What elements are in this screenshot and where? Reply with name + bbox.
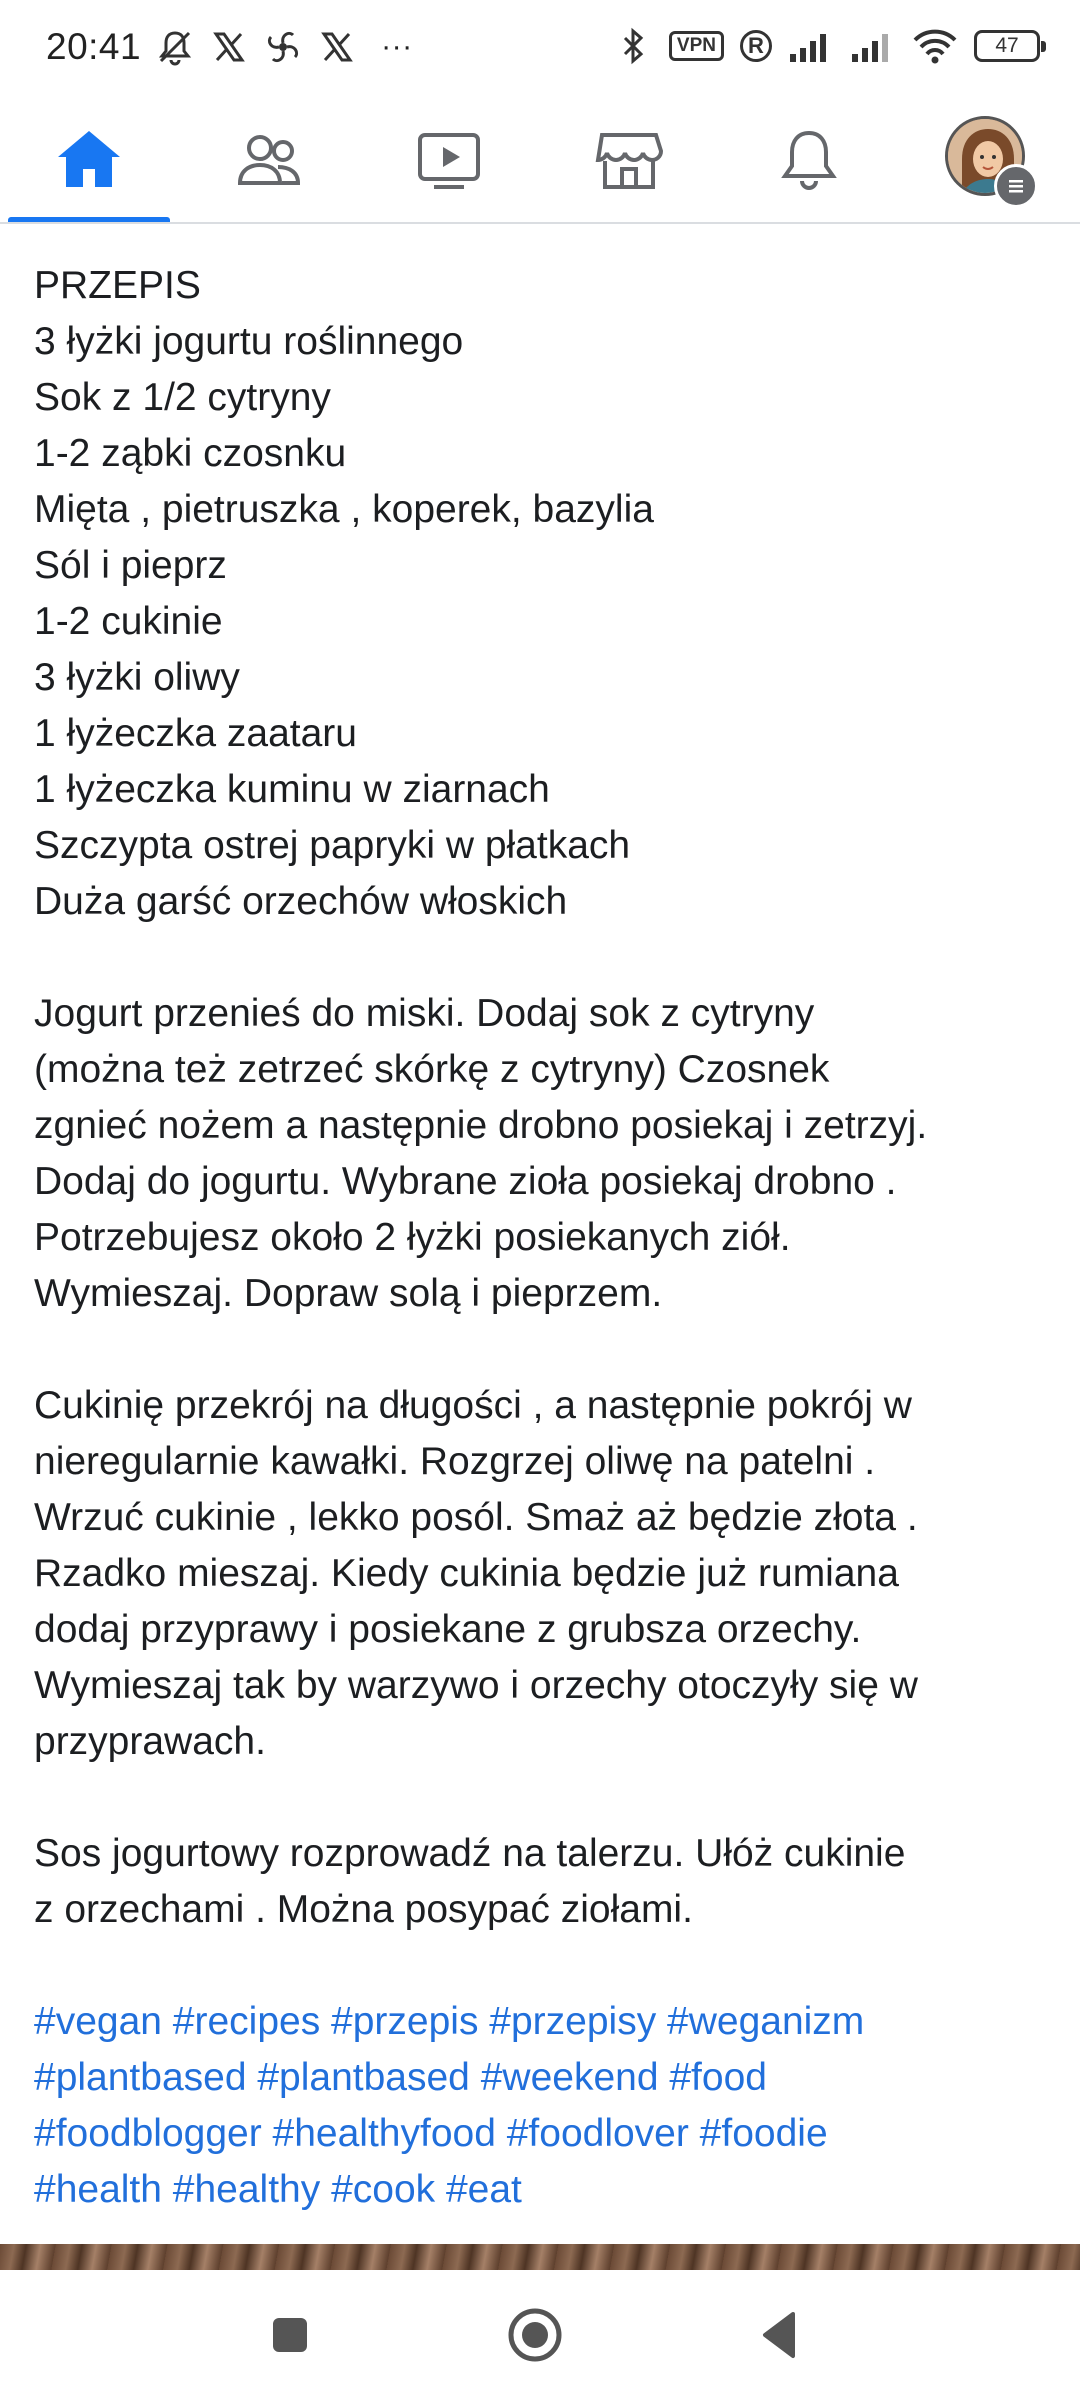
more-dots-icon: ··· (381, 30, 413, 63)
ingredient-line: Duża garść orzechów włoskich (34, 880, 568, 923)
text-line: Wymieszaj. Dopraw solą i pieprzem. (34, 1272, 663, 1315)
ingredient-line: 1 łyżeczka kuminu w ziarnach (34, 768, 550, 811)
mute-bell-icon (155, 27, 195, 67)
tab-marketplace[interactable] (546, 100, 711, 220)
text-line: Potrzebujesz około 2 łyżki posiekanych ziół. (34, 1216, 791, 1259)
hashtag-line[interactable]: #vegan #recipes #przepis #przepisy #weganizm (34, 2000, 865, 2043)
wifi-icon (912, 26, 958, 66)
x-app-icon (317, 27, 357, 67)
recents-square-icon (255, 2300, 325, 2370)
tab-notifications[interactable] (726, 100, 891, 220)
video-icon (412, 123, 486, 197)
active-tab-indicator (8, 217, 170, 222)
ingredient-line: 1-2 cukinie (34, 600, 223, 643)
back-triangle-icon (745, 2300, 815, 2370)
status-time: 20:41 (46, 26, 142, 67)
battery-icon: 47 (974, 30, 1040, 62)
hashtag-line[interactable]: #foodblogger #healthyfood #foodlover #foodie (34, 2112, 828, 2155)
status-bar (0, 0, 1080, 100)
fan-icon (263, 27, 303, 67)
marketplace-icon (592, 123, 666, 197)
bell-icon (772, 123, 846, 197)
home-circle-icon (500, 2300, 570, 2370)
text-line: nieregularnie kawałki. Rozgrzej oliwę na patelni . (34, 1440, 876, 1483)
friends-icon (232, 123, 306, 197)
hashtag-line[interactable]: #health #healthy #cook #eat (34, 2168, 522, 2211)
instruction-paragraph (34, 986, 1054, 1322)
r-icon: R (740, 30, 772, 62)
ingredient-line: Mięta , pietruszka , koperek, bazylia (34, 488, 654, 531)
signal-icon (788, 26, 834, 66)
instruction-paragraph (34, 1378, 1054, 1770)
text-line: zgnieć nożem a następnie drobno posiekaj i zetrzyj. (34, 1104, 928, 1147)
post-image-preview[interactable] (0, 2244, 1080, 2270)
text-line: Dodaj do jogurtu. Wybrane zioła posiekaj drobno . (34, 1160, 897, 1203)
ingredient-line: 1 łyżeczka zaataru (34, 712, 357, 755)
signal-icon (850, 26, 896, 66)
instruction-paragraph (34, 1826, 1054, 1938)
post-body (34, 258, 1054, 2218)
vpn-icon: VPN (669, 31, 724, 61)
system-navigation-bar (0, 2270, 1080, 2400)
menu-icon[interactable] (994, 164, 1038, 208)
text-line: z orzechami . Można posypać ziołami. (34, 1888, 693, 1931)
text-line: dodaj przyprawy i posiekane z grubsza orzechy. (34, 1608, 862, 1651)
text-line: Wrzuć cukinie , lekko posól. Smaż aż będzie złota . (34, 1496, 918, 1539)
home-icon (52, 123, 126, 197)
ingredient-line: 3 łyżki oliwy (34, 656, 240, 699)
tab-video[interactable] (366, 100, 531, 220)
ingredient-line: Sok z 1/2 cytryny (34, 376, 331, 419)
text-line: Wymieszaj tak by warzywo i orzechy otoczyły się w (34, 1664, 918, 1707)
text-line: (można też zetrzeć skórkę z cytryny) Czosnek (34, 1048, 830, 1091)
text-line: Cukinię przekrój na długości , a następnie pokrój w (34, 1384, 912, 1427)
text-line: Jogurt przenieś do miski. Dodaj sok z cytryny (34, 992, 815, 1035)
recipe-heading: PRZEPIS (34, 264, 201, 307)
text-line: Rzadko mieszaj. Kiedy cukinia będzie już rumiana (34, 1552, 899, 1595)
ingredient-line: 3 łyżki jogurtu roślinnego (34, 320, 464, 363)
home-button[interactable] (500, 2300, 570, 2370)
ingredient-line: Szczypta ostrej papryki w płatkach (34, 824, 631, 867)
back-button[interactable] (745, 2300, 815, 2370)
hashtag-line[interactable]: #plantbased #plantbased #weekend #food (34, 2056, 767, 2099)
x-app-icon (209, 27, 249, 67)
bluetooth-icon (613, 26, 653, 66)
hashtags (34, 1994, 1054, 2218)
ingredient-line: Sól i pieprz (34, 544, 227, 587)
tab-friends[interactable] (186, 100, 351, 220)
text-line: przyprawach. (34, 1720, 266, 1763)
text-line: Sos jogurtowy rozprowadź na talerzu. Ułóż cukinie (34, 1832, 906, 1875)
top-navigation (0, 100, 1080, 224)
ingredients-list (34, 258, 1054, 930)
tab-home[interactable] (6, 100, 171, 220)
recents-button[interactable] (255, 2300, 325, 2370)
ingredient-line: 1-2 ząbki czosnku (34, 432, 347, 475)
